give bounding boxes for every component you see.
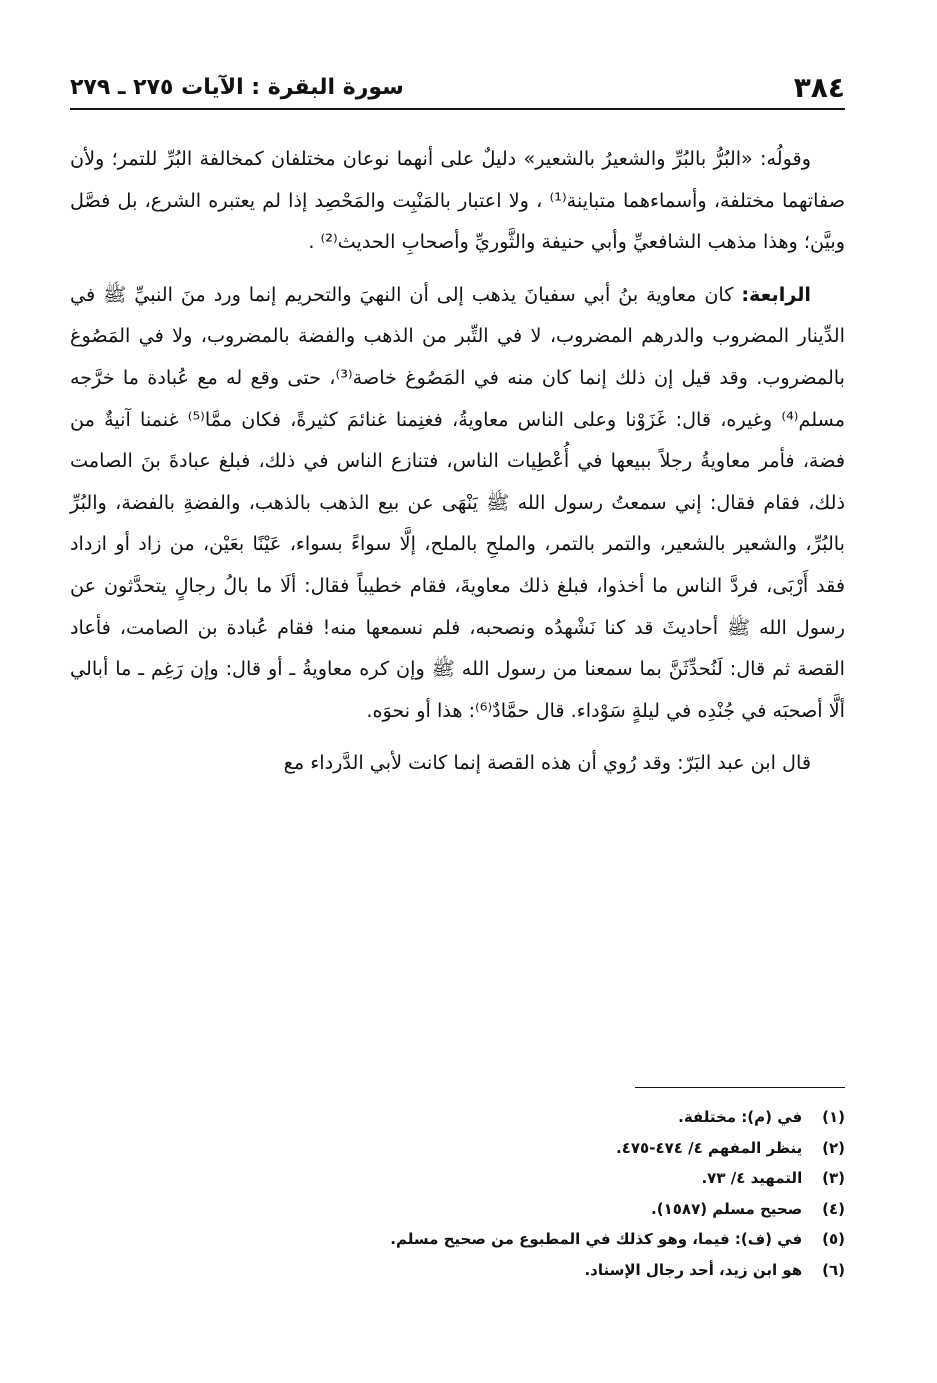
footnote-number: (٤)	[822, 1199, 845, 1218]
paragraph-2-text: كان معاوية بنُ أبي سفيانَ يذهب إلى أن النهيَ والتحريم إنما ورد منَ النبيِّ ﷺ في الدِّينار المضروب والدرهم المضروب، لا في التِّبر من الذهب والفضة بالمضروب، ولا في المَصُوغ بالمضروب. وقد قيل إن ذلك إنما كان منه في المَصُوغ خاصة⁽³⁾، حتى وقع له مع عُبادة ما خرَّجه مسلم⁽⁴⁾ وغيره، قال: غَزَوْنا وعلى الناس معاويةُ، فغنِمنا غنائمَ كثيرةً، فكان ممَّا⁽⁵⁾ غنمنا آنيةٌ من فضة، فأمر معاويةُ رجلاً ببيعها في أُعْطِيات الناس، فتنازع الناس في ذلك، فبلغ عبادةَ بنَ الصامت ذلك، فقام فقال: إني سمعتُ رسول الله ﷺ يَنْهَى عن بيع الذهب بالذهب، والفضةِ بالفضة، والبُرِّ بالبُرِّ، والشعير بالشعير، والتمر بالتمر، والملحِ بالملح، إلَّا سواءً بسواء، عَيْنًا بعَيْن، من زاد أو ازداد فقد أَرْبَى، فردَّ الناس ما أخذوا، فبلغ ذلك معاويةَ، فقام خطيباً فقال: ألَا ما بالُ رجالٍ يتحدَّثون عن رسول الله ﷺ أحاديثَ قد كنا نَشْهدُه ونصحبه، فلم نسمعها منه! فقام عُبادة بن الصامت، فأعاد القصة ثم قال: لَنُحدِّثَنَّ بما سمعنا من رسول الله ﷺ وإن كره معاويةُ ـ أو قال: وإن رَغِم ـ ما أبالي ألَّا أصحبَه في جُنْدِه في ليلةٍ سَوْداء. قال حمَّادٌ⁽⁶⁾: هذا أو نحوَه.	[70, 282, 845, 722]
paragraph-3	[70, 742, 845, 784]
footnote-text: في (ف): فيما، وهو كذلك في المطبوع من صحيح مسلم.	[390, 1230, 803, 1248]
footnote-4	[300, 1194, 845, 1225]
paragraph-2-lead: الرابعة:	[741, 282, 811, 306]
footnote-text: التمهيد ٤/ ٧٣.	[701, 1169, 803, 1187]
footnote-number: (٣)	[822, 1169, 845, 1187]
footnote-1	[300, 1102, 845, 1133]
footnote-number: (١)	[822, 1108, 845, 1126]
main-text	[70, 138, 845, 784]
page-number: ٣٨٤	[793, 71, 845, 104]
footnote-number: (٥)	[822, 1230, 845, 1248]
footnote-text: في (م): مختلفة.	[678, 1108, 803, 1126]
footnote-6	[300, 1255, 845, 1286]
paragraph-1-text: وقولُه: «البُرُّ بالبُرِّ والشعيرُ بالشعير» دليلٌ على أنهما نوعان مختلفان كمخالفة البُرِّ للتمر؛ ولأن صفاتهما مختلفة، وأسماءهما متباينة⁽¹⁾ ، ولا اعتبار بالمَنْبِت والمَحْصِد إذا لم يعتبره الشرع، بل فصَّل وبيَّن؛ وهذا مذهب الشافعيِّ وأبي حنيفة والثَّوريِّ وأصحابِ الحديث⁽²⁾ .	[70, 147, 845, 254]
footnote-2	[300, 1133, 845, 1164]
page-header	[70, 58, 845, 106]
header-rule	[70, 108, 845, 110]
paragraph-1	[70, 138, 845, 263]
paragraph-3-text: قال ابن عبد البَرّ: وقد رُوي أن هذه القصة إنما كانت لأبي الدَّرداء مع	[283, 751, 811, 775]
footnotes	[300, 1102, 845, 1285]
running-title: سورة البقرة : الآيات ٢٧٥ ـ ٢٧٩	[70, 75, 404, 100]
paragraph-2	[70, 274, 845, 732]
footnote-number: (٢)	[822, 1138, 845, 1157]
footnote-5	[300, 1224, 845, 1255]
footnote-number: (٦)	[822, 1260, 845, 1279]
footnote-rule	[635, 1087, 845, 1088]
footnote-text: صحيح مسلم (١٥٨٧).	[651, 1199, 803, 1218]
footnote-3	[300, 1163, 845, 1194]
footnote-text: ينظر المفهم ٤/ ٤٧٤-٤٧٥.	[616, 1138, 803, 1157]
footnote-text: هو ابن زيد، أحد رجال الإسناد.	[584, 1260, 803, 1279]
